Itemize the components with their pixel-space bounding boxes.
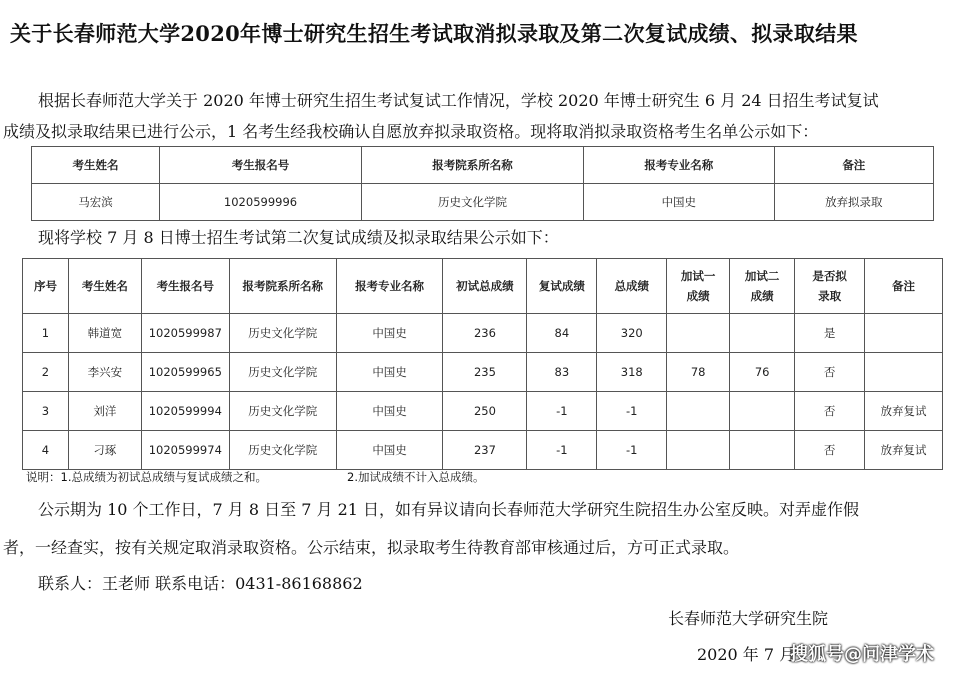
table-row [23,314,943,353]
column-header: 考生报名号 [141,259,229,314]
table-cell: -1 [597,392,667,431]
table-cell: 中国史 [583,184,774,221]
table-cell [730,431,795,470]
table-cell: 李兴安 [68,353,141,392]
table-row [32,184,934,221]
table-cell: 马宏滨 [32,184,160,221]
column-header: 报考专业名称 [336,259,443,314]
table-cell: 2 [23,353,69,392]
table-cell: 4 [23,431,69,470]
table-cell: 刘洋 [68,392,141,431]
column-header: 考生姓名 [32,147,160,184]
table-note-2: 2.加试成绩不计入总成绩。 [347,470,485,484]
table-cell: 1020599987 [141,314,229,353]
table-cell: 韩道宽 [68,314,141,353]
column-header: 报考专业名称 [583,147,774,184]
paragraph-notice-line1: 公示期为 10 个工作日，7 月 8 日至 7 月 21 日，如有异议请向长春师范大学研究生院招生办公室反映。对弄虚作假 [38,500,860,519]
table-cell: 237 [443,431,527,470]
table-cell: 放弃复试 [865,392,943,431]
paragraph-intro-line1: 根据长春师范大学关于 2020 年博士研究生招生考试复试工作情况，学校 2020 年博士研究生 6 月 24 日招生考试复试 [38,91,879,110]
table-cell: 中国史 [336,431,443,470]
table-cell: 中国史 [336,392,443,431]
table-cell: 历史文化学院 [229,353,336,392]
paragraph-intro-line2: 成绩及拟录取结果已进行公示，1 名考生经我校确认自愿放弃拟录取资格。现将取消拟录取资格考生名单公示如下： [3,122,819,141]
table-cell: 历史文化学院 [362,184,584,221]
column-header: 复试成绩 [527,259,597,314]
column-header: 初试总成绩 [443,259,527,314]
column-header: 考生报名号 [160,147,362,184]
table-cell [730,392,795,431]
table-cell [865,314,943,353]
column-header: 是否拟录取 [795,259,865,314]
table-cell: 250 [443,392,527,431]
table-cell: 放弃拟录取 [774,184,933,221]
table-cell: -1 [527,392,597,431]
table-cell: 1020599996 [160,184,362,221]
table-row [23,353,943,392]
table-row [23,392,943,431]
table-cell: 3 [23,392,69,431]
page-title: 关于长春师范大学2020年博士研究生招生考试取消拟录取及第二次复试成绩、拟录取结果 [10,21,858,46]
paragraph-second-retest: 现将学校 7 月 8 日博士招生考试第二次复试成绩及拟录取结果公示如下： [38,228,559,247]
table-cell: 否 [795,431,865,470]
table-cell: 否 [795,392,865,431]
contact-info: 联系人：王老师 联系电话：0431-86168862 [38,574,363,593]
table-cell: 是 [795,314,865,353]
table-cell: 历史文化学院 [229,392,336,431]
cancelled-admission-table [31,146,934,221]
table-cell: 历史文化学院 [229,431,336,470]
column-header: 报考院系所名称 [229,259,336,314]
table-cell: 78 [667,353,730,392]
retest-results-table [22,258,943,470]
column-header: 加试二成绩 [730,259,795,314]
column-header: 备注 [774,147,933,184]
table-cell: 318 [597,353,667,392]
column-header: 总成绩 [597,259,667,314]
table-cell: 236 [443,314,527,353]
table-cell: 放弃复试 [865,431,943,470]
table-cell: 83 [527,353,597,392]
table-cell: 320 [597,314,667,353]
column-header: 序号 [23,259,69,314]
watermark: 搜狐号@问津学术 [790,644,934,665]
table-cell: 刁琢 [68,431,141,470]
table-cell: 1020599965 [141,353,229,392]
table-cell: 1020599994 [141,392,229,431]
table-cell: 历史文化学院 [229,314,336,353]
table-cell: -1 [527,431,597,470]
table-cell [865,353,943,392]
table-cell: 中国史 [336,353,443,392]
column-header: 考生姓名 [68,259,141,314]
date: 2020 年 7 月 [697,645,796,664]
table-cell: 84 [527,314,597,353]
table-cell: 1 [23,314,69,353]
table-cell: -1 [597,431,667,470]
table-cell [667,392,730,431]
table-cell [667,431,730,470]
column-header: 报考院系所名称 [362,147,584,184]
table-note-1: 说明：1.总成绩为初试总成绩与复试成绩之和。 [26,470,267,484]
paragraph-notice-line2: 者，一经查实，按有关规定取消录取资格。公示结束，拟录取考生待教育部审核通过后，方可正式录取。 [3,538,740,557]
table-cell [730,314,795,353]
column-header: 备注 [865,259,943,314]
table-cell [667,314,730,353]
table-cell: 76 [730,353,795,392]
table-cell: 1020599974 [141,431,229,470]
signature: 长春师范大学研究生院 [668,609,829,628]
column-header: 加试一成绩 [667,259,730,314]
table-cell: 235 [443,353,527,392]
table-cell: 中国史 [336,314,443,353]
table-cell: 否 [795,353,865,392]
table-row [23,431,943,470]
